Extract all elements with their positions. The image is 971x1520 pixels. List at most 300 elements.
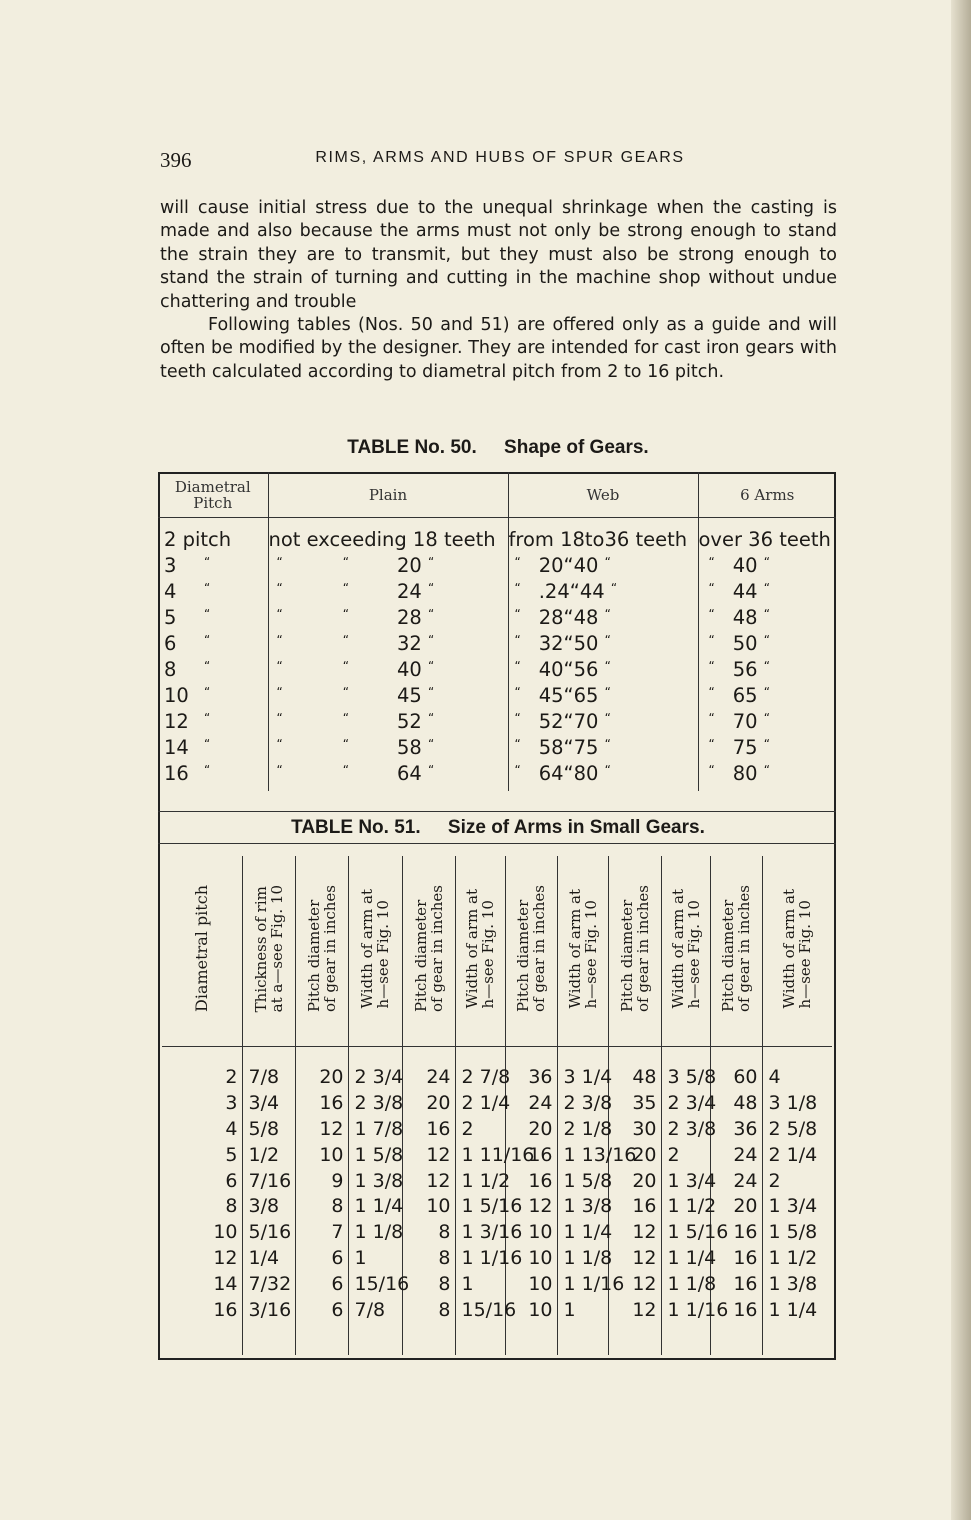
table-50-web-value: 28“48 bbox=[538, 606, 599, 630]
table-51-cell: 20 bbox=[295, 1047, 348, 1091]
ditto-mark: “ bbox=[604, 711, 611, 726]
table-51-filler-cell bbox=[762, 1323, 832, 1355]
table-50-caption bbox=[158, 437, 838, 459]
table-50-plain-value: 64 bbox=[396, 762, 422, 786]
table-50 bbox=[158, 472, 836, 791]
table-51-cell: 12 bbox=[505, 1194, 557, 1220]
table-51-cell: 2 7/8 bbox=[455, 1047, 505, 1091]
ditto-mark: “ bbox=[342, 633, 349, 648]
table-51-row bbox=[162, 1194, 832, 1220]
table-51-cell: 14 bbox=[213, 1272, 238, 1295]
page-edge-shadow bbox=[951, 0, 971, 1520]
table-50-cell-arms bbox=[698, 603, 836, 629]
table-51-cell: 2 bbox=[455, 1117, 505, 1143]
table-50-arms-value: 50 bbox=[732, 632, 758, 656]
table-51-header-label: Width of arm at h—see Fig. 10 bbox=[780, 888, 815, 1009]
table-50-arms-value: 48 bbox=[732, 606, 758, 630]
table-51-cell: 4 bbox=[225, 1117, 238, 1140]
table-51-cell: 36 bbox=[505, 1047, 557, 1091]
table-51-cell: 1/2 bbox=[242, 1142, 295, 1168]
table-51-cell: 1 1/4 bbox=[557, 1220, 608, 1246]
table-51-cell: 1 5/8 bbox=[762, 1220, 832, 1246]
table-51-cell: 1 1/2 bbox=[455, 1168, 505, 1194]
ditto-mark: “ bbox=[708, 737, 715, 752]
table-50-row bbox=[158, 518, 836, 552]
table-51-cell: 1 5/16 bbox=[661, 1220, 710, 1246]
table-51-header-label: Width of arm at h—see Fig. 10 bbox=[463, 888, 497, 1009]
table-51-cell: 1 1/16 bbox=[661, 1297, 710, 1323]
ditto-mark: “ bbox=[427, 555, 435, 570]
table-50-arms-value: 70 bbox=[732, 710, 758, 734]
table-51-cell: 36 bbox=[710, 1117, 762, 1143]
table-51-cell: 10 bbox=[505, 1246, 557, 1272]
table-51-header-label: Pitch diameter of gear in inches bbox=[514, 884, 548, 1013]
ditto-mark: “ bbox=[514, 581, 521, 596]
table-50-row bbox=[158, 733, 836, 759]
table-50-cell-arms bbox=[698, 759, 836, 791]
table-51-cell: 16 bbox=[402, 1117, 455, 1143]
table-50-pitch-value: 6 bbox=[164, 632, 177, 656]
table-51-cell: 1 5/8 bbox=[348, 1142, 402, 1168]
ditto-mark: “ bbox=[427, 581, 435, 596]
table-51-cell: 5 bbox=[225, 1143, 238, 1166]
table-51-cell: 1 bbox=[455, 1271, 505, 1297]
table-50-cell-web bbox=[508, 603, 698, 629]
table-50-plain-value: 20 bbox=[396, 554, 422, 578]
ditto-mark: “ bbox=[427, 659, 435, 674]
ditto-mark: “ bbox=[604, 763, 611, 778]
table-51-row bbox=[162, 1297, 832, 1323]
table-50-cell-pitch bbox=[158, 655, 268, 681]
ditto-mark: “ bbox=[427, 633, 435, 648]
table-50-plain-value: 28 bbox=[396, 606, 422, 630]
table-51-row bbox=[162, 1271, 832, 1297]
ditto-mark: “ bbox=[763, 555, 770, 570]
table-50-plain-value: 32 bbox=[396, 632, 422, 656]
table-51-cell: 1 3/4 bbox=[661, 1168, 710, 1194]
table-51-cell: 16 bbox=[213, 1298, 238, 1321]
ditto-mark: “ bbox=[708, 555, 715, 570]
table-50-cell-pitch bbox=[158, 707, 268, 733]
table-50-cell-plain bbox=[268, 603, 508, 629]
table-50-web-value: 58“75 bbox=[538, 736, 599, 760]
ditto-mark: “ bbox=[276, 711, 283, 726]
table-51-header-label: Pitch diameter of gear in inches bbox=[617, 884, 652, 1013]
table-50-web-value: 32“50 bbox=[538, 632, 599, 656]
table-50-cell-arms bbox=[698, 655, 836, 681]
table-50-title: Shape of Gears. bbox=[504, 437, 649, 458]
table-51-cell: 7/32 bbox=[242, 1271, 295, 1297]
table-51-header-rim-thickness bbox=[242, 856, 295, 1047]
ditto-mark: “ bbox=[276, 581, 283, 596]
table-51-cell: 16 bbox=[710, 1220, 762, 1246]
ditto-mark: “ bbox=[204, 685, 211, 700]
table-51-cell: 16 bbox=[710, 1246, 762, 1272]
table-51-header-label: Pitch diameter of gear in inches bbox=[304, 884, 339, 1013]
ditto-mark: “ bbox=[427, 737, 435, 752]
table-51-header-label: Width of arm at h—see Fig. 10 bbox=[668, 888, 703, 1009]
table-51-cell: 7/8 bbox=[242, 1047, 295, 1091]
table-51-cell: 3 bbox=[225, 1092, 238, 1115]
table-51-cell: 3 1/8 bbox=[762, 1091, 832, 1117]
table-51-cell: 8 bbox=[402, 1297, 455, 1323]
ditto-mark: “ bbox=[276, 633, 283, 648]
table-50-cell-arms bbox=[698, 551, 836, 577]
table-50-row bbox=[158, 707, 836, 733]
table-51-caption bbox=[158, 817, 838, 839]
table-51-cell: 10 bbox=[213, 1221, 238, 1244]
table-50-header-pitch: Diametral Pitch bbox=[158, 472, 268, 518]
table-51-cell: 12 bbox=[608, 1297, 661, 1323]
table-50-row bbox=[158, 629, 836, 655]
table-51-cell: 12 bbox=[402, 1142, 455, 1168]
table-51-cell: 12 bbox=[608, 1220, 661, 1246]
table-51-row bbox=[162, 1117, 832, 1143]
table-51-cell: 1 bbox=[557, 1297, 608, 1323]
table-divider bbox=[158, 811, 836, 812]
table-51-header-arm-width bbox=[348, 856, 402, 1047]
ditto-mark: “ bbox=[604, 685, 611, 700]
running-head: RIMS, ARMS AND HUBS OF SPUR GEARS bbox=[315, 149, 685, 166]
table-50-cell-plain bbox=[268, 681, 508, 707]
ditto-mark: “ bbox=[342, 685, 349, 700]
table-51-cell: 24 bbox=[710, 1142, 762, 1168]
table-50-cell-web bbox=[508, 733, 698, 759]
table-51-cell: 8 bbox=[225, 1195, 238, 1218]
table-50-row bbox=[158, 603, 836, 629]
ditto-mark: “ bbox=[342, 711, 349, 726]
table-50-cell-pitch bbox=[158, 603, 268, 629]
table-51-cell: 48 bbox=[710, 1091, 762, 1117]
table-51-filler-row bbox=[162, 1323, 832, 1355]
table-51-cell: 1 1/8 bbox=[557, 1246, 608, 1272]
table-50-plain-value: 58 bbox=[396, 736, 422, 760]
table-50-row bbox=[158, 577, 836, 603]
table-51-filler-cell bbox=[455, 1323, 505, 1355]
table-51-header-label: Thickness of rim at a—see Fig. 10 bbox=[251, 884, 286, 1013]
table-51-cell: 16 bbox=[295, 1091, 348, 1117]
table-51-cell: 20 bbox=[402, 1091, 455, 1117]
table-51-cell: 1 5/8 bbox=[557, 1168, 608, 1194]
table-50-pitch-value: 16 bbox=[164, 762, 189, 786]
paragraph-2: Following tables (Nos. 50 and 51) are offered only as a guide and will often be modified by the designer. They are intended for cast iron gears with teeth calculated according to diametral pitch from 2 to 16 pitch. bbox=[160, 315, 837, 382]
table-50-cell-pitch bbox=[158, 759, 268, 791]
table-51-cell: 1 3/8 bbox=[348, 1168, 402, 1194]
table-50-cell-web bbox=[508, 707, 698, 733]
table-51-row bbox=[162, 1047, 832, 1091]
table-50-cell-pitch bbox=[158, 681, 268, 707]
table-50-pitch-value: 4 bbox=[164, 580, 177, 604]
table-51-row bbox=[162, 1246, 832, 1272]
ditto-mark: “ bbox=[610, 581, 618, 596]
table-51-cell: 3 1/4 bbox=[557, 1047, 608, 1091]
ditto-mark: “ bbox=[427, 685, 435, 700]
table-50-cell-pitch bbox=[158, 551, 268, 577]
table-51-row bbox=[162, 1091, 832, 1117]
ditto-mark: “ bbox=[763, 685, 770, 700]
table-51-header-pitch-diameter bbox=[710, 856, 762, 1047]
table-50-pitch-value: 10 bbox=[164, 684, 189, 708]
table-51-cell: 2 3/8 bbox=[557, 1091, 608, 1117]
table-51-cell: 2 bbox=[661, 1142, 710, 1168]
table-51-cell: 1 5/16 bbox=[455, 1194, 505, 1220]
ditto-mark: “ bbox=[514, 607, 521, 622]
table-51-cell: 1 3/16 bbox=[455, 1220, 505, 1246]
table-51-filler-cell bbox=[162, 1323, 242, 1355]
table-51-cell: 30 bbox=[608, 1117, 661, 1143]
table-50-cell-web bbox=[508, 577, 698, 603]
ditto-mark: “ bbox=[604, 737, 611, 752]
table-51-cell: 2 3/8 bbox=[348, 1091, 402, 1117]
table-51-cell: 12 bbox=[213, 1246, 238, 1269]
table-51-cell: 12 bbox=[402, 1168, 455, 1194]
ditto-mark: “ bbox=[514, 685, 521, 700]
table-51-header-label: Diametral pitch bbox=[191, 885, 211, 1012]
ditto-mark: “ bbox=[276, 659, 283, 674]
body-text bbox=[160, 197, 837, 384]
table-51-cell: 5/16 bbox=[242, 1220, 295, 1246]
table-51-cell: 9 bbox=[295, 1168, 348, 1194]
table-51-cell: 24 bbox=[402, 1047, 455, 1091]
ditto-mark: “ bbox=[342, 581, 349, 596]
ditto-mark: “ bbox=[204, 763, 211, 778]
table-51-cell: 1 11/16 bbox=[455, 1142, 505, 1168]
table-50-cell-plain bbox=[268, 733, 508, 759]
ditto-mark: “ bbox=[204, 737, 211, 752]
table-50-cell-arms: over 36 teeth bbox=[698, 518, 836, 552]
table-50-cell-web: from 18to36 teeth bbox=[508, 518, 698, 552]
table-50-arms-value: 56 bbox=[732, 658, 758, 682]
table-51-cell: 24 bbox=[505, 1091, 557, 1117]
table-51-cell: 12 bbox=[608, 1246, 661, 1272]
table-51-cell: 2 bbox=[762, 1168, 832, 1194]
table-50-cell-pitch: 2 pitch bbox=[164, 528, 232, 552]
table-50-web-value: 45“65 bbox=[538, 684, 599, 708]
table-51-cell: 2 1/4 bbox=[455, 1091, 505, 1117]
table-50-cell-pitch bbox=[158, 733, 268, 759]
table-51-cell: 1 1/16 bbox=[455, 1246, 505, 1272]
table-51-cell: 8 bbox=[402, 1220, 455, 1246]
ditto-mark: “ bbox=[204, 555, 211, 570]
table-50-web-value: .24“44 bbox=[538, 580, 605, 604]
table-51-cell: 8 bbox=[402, 1271, 455, 1297]
table-51-row bbox=[162, 1142, 832, 1168]
table-50-arms-value: 75 bbox=[732, 736, 758, 760]
table-51-cell: 1 1/8 bbox=[661, 1271, 710, 1297]
table-50-cell-plain bbox=[268, 551, 508, 577]
ditto-mark: “ bbox=[708, 685, 715, 700]
table-51-cell: 2 1/8 bbox=[557, 1117, 608, 1143]
ditto-mark: “ bbox=[763, 581, 770, 596]
ditto-mark: “ bbox=[604, 555, 611, 570]
table-51-cell: 2 1/4 bbox=[762, 1142, 832, 1168]
table-51-cell: 1 1/4 bbox=[348, 1194, 402, 1220]
ditto-mark: “ bbox=[276, 763, 283, 778]
ditto-mark: “ bbox=[604, 633, 611, 648]
ditto-mark: “ bbox=[604, 659, 611, 674]
table-51-cell: 16 bbox=[505, 1168, 557, 1194]
table-50-web-value: 40“56 bbox=[538, 658, 599, 682]
ditto-mark: “ bbox=[514, 737, 521, 752]
ditto-mark: “ bbox=[763, 607, 770, 622]
table-51-cell: 1 1/4 bbox=[661, 1246, 710, 1272]
table-51-cell: 1 1/4 bbox=[762, 1297, 832, 1323]
table-51-body bbox=[162, 1047, 832, 1355]
table-50-cell-arms bbox=[698, 707, 836, 733]
table-51-cell: 20 bbox=[608, 1168, 661, 1194]
ditto-mark: “ bbox=[514, 659, 521, 674]
table-51-cell: 10 bbox=[505, 1297, 557, 1323]
table-51-filler-cell bbox=[348, 1323, 402, 1355]
table-51-cell: 1/4 bbox=[242, 1246, 295, 1272]
table-51-cell: 20 bbox=[608, 1142, 661, 1168]
table-51-cell: 10 bbox=[295, 1142, 348, 1168]
table-50-cell-web bbox=[508, 759, 698, 791]
ditto-mark: “ bbox=[342, 659, 349, 674]
table-51-cell: 1 3/4 bbox=[762, 1194, 832, 1220]
ditto-mark: “ bbox=[708, 581, 715, 596]
ditto-mark: “ bbox=[604, 607, 611, 622]
ditto-mark: “ bbox=[708, 607, 715, 622]
table-51-filler-cell bbox=[505, 1323, 557, 1355]
ditto-mark: “ bbox=[763, 659, 770, 674]
table-51-cell: 3 5/8 bbox=[661, 1047, 710, 1091]
table-51-cell: 15/16 bbox=[348, 1271, 402, 1297]
table-51-cell: 24 bbox=[710, 1168, 762, 1194]
table-51-row bbox=[162, 1220, 832, 1246]
table-divider bbox=[158, 843, 836, 844]
table-51-filler-cell bbox=[295, 1323, 348, 1355]
table-51-cell: 15/16 bbox=[455, 1297, 505, 1323]
table-51-header-arm-width bbox=[455, 856, 505, 1047]
table-51-cell: 2 bbox=[225, 1066, 238, 1089]
table-50-cell-plain bbox=[268, 707, 508, 733]
table-51-filler-cell bbox=[402, 1323, 455, 1355]
table-51-cell: 20 bbox=[710, 1194, 762, 1220]
table-50-web-value: 20“40 bbox=[538, 554, 599, 578]
ditto-mark: “ bbox=[514, 763, 521, 778]
table-50-row bbox=[158, 759, 836, 791]
table-51-cell: 1 bbox=[348, 1246, 402, 1272]
table-50-cell-pitch bbox=[158, 577, 268, 603]
table-50-row bbox=[158, 551, 836, 577]
table-51-filler-cell bbox=[557, 1323, 608, 1355]
table-51-cell: 16 bbox=[608, 1194, 661, 1220]
table-51-cell: 3/16 bbox=[242, 1297, 295, 1323]
table-50-cell-arms bbox=[698, 629, 836, 655]
table-50-arms-value: 65 bbox=[732, 684, 758, 708]
table-51-header-row bbox=[162, 856, 832, 1047]
ditto-mark: “ bbox=[763, 633, 770, 648]
ditto-mark: “ bbox=[427, 763, 435, 778]
table-50-number: TABLE No. 50. bbox=[347, 437, 477, 458]
ditto-mark: “ bbox=[204, 607, 211, 622]
table-50-pitch-value: 12 bbox=[164, 710, 189, 734]
table-51-number: TABLE No. 51. bbox=[291, 817, 421, 838]
table-51-cell: 12 bbox=[608, 1271, 661, 1297]
table-51-cell: 1 3/8 bbox=[557, 1194, 608, 1220]
table-51-header-pitch-diameter bbox=[295, 856, 348, 1047]
table-50-header-web: Web bbox=[508, 472, 698, 518]
ditto-mark: “ bbox=[514, 555, 521, 570]
table-50-cell-plain bbox=[268, 577, 508, 603]
table-50-cell-arms bbox=[698, 681, 836, 707]
table-51-filler-cell bbox=[608, 1323, 661, 1355]
table-50-cell-web bbox=[508, 629, 698, 655]
ditto-mark: “ bbox=[763, 711, 770, 726]
table-51-row bbox=[162, 1168, 832, 1194]
table-50-plain-value: 40 bbox=[396, 658, 422, 682]
table-50-pitch-value: 5 bbox=[164, 606, 177, 630]
ditto-mark: “ bbox=[204, 581, 211, 596]
table-50-pitch-value: 8 bbox=[164, 658, 177, 682]
table-51-filler-cell bbox=[661, 1323, 710, 1355]
ditto-mark: “ bbox=[276, 555, 283, 570]
table-51-cell: 1 1/8 bbox=[348, 1220, 402, 1246]
table-51-cell: 8 bbox=[402, 1246, 455, 1272]
table-50-cell-pitch bbox=[158, 629, 268, 655]
page-header bbox=[160, 148, 840, 174]
table-50-body bbox=[158, 518, 836, 792]
table-50-web-value: 64“80 bbox=[538, 762, 599, 786]
ditto-mark: “ bbox=[276, 685, 283, 700]
table-51-cell: 6 bbox=[295, 1246, 348, 1272]
table-51-cell: 7/8 bbox=[348, 1297, 402, 1323]
table-51-cell: 1 1/2 bbox=[762, 1246, 832, 1272]
ditto-mark: “ bbox=[427, 711, 435, 726]
table-51-cell: 7/16 bbox=[242, 1168, 295, 1194]
ditto-mark: “ bbox=[204, 633, 211, 648]
ditto-mark: “ bbox=[276, 607, 283, 622]
table-51-header-label: Pitch diameter of gear in inches bbox=[411, 884, 446, 1013]
table-51-header-pitch-diameter bbox=[402, 856, 455, 1047]
table-51-cell: 12 bbox=[295, 1117, 348, 1143]
table-50-plain-value: 52 bbox=[396, 710, 422, 734]
table-51-cell: 6 bbox=[295, 1271, 348, 1297]
table-51-header-label: Pitch diameter of gear in inches bbox=[719, 884, 753, 1013]
table-51-filler-cell bbox=[710, 1323, 762, 1355]
table-51-header-diametral-pitch bbox=[162, 856, 242, 1047]
ditto-mark: “ bbox=[708, 711, 715, 726]
ditto-mark: “ bbox=[342, 763, 349, 778]
page-number: 396 bbox=[160, 148, 192, 172]
table-50-cell-web bbox=[508, 551, 698, 577]
table-51-cell: 60 bbox=[710, 1047, 762, 1091]
table-51-cell: 3/4 bbox=[242, 1091, 295, 1117]
table-51-cell: 7 bbox=[295, 1220, 348, 1246]
table-51-cell: 2 3/8 bbox=[661, 1117, 710, 1143]
table-51-cell: 16 bbox=[710, 1297, 762, 1323]
table-50-web-value: 52“70 bbox=[538, 710, 599, 734]
table-51-header-pitch-diameter bbox=[505, 856, 557, 1047]
table-51-cell: 8 bbox=[295, 1194, 348, 1220]
table-51-cell: 1 13/16 bbox=[557, 1142, 608, 1168]
table-50-cell-plain bbox=[268, 759, 508, 791]
paragraph-1: will cause initial stress due to the unequal shrinkage when the casting is made and also because the arms must not only be strong enough to stand the strain they are to transmit, but they must also be strong enough to stand the strain of turning and cutting in the machine shop without undue chattering and trouble bbox=[160, 198, 837, 312]
table-51-header-label: Width of arm at h—see Fig. 10 bbox=[358, 888, 392, 1009]
table-51-cell: 1 7/8 bbox=[348, 1117, 402, 1143]
ditto-mark: “ bbox=[204, 711, 211, 726]
ditto-mark: “ bbox=[708, 763, 715, 778]
ditto-mark: “ bbox=[514, 711, 521, 726]
table-51-cell: 10 bbox=[505, 1220, 557, 1246]
table-50-header-plain: Plain bbox=[268, 472, 508, 518]
ditto-mark: “ bbox=[342, 607, 349, 622]
table-51-cell: 20 bbox=[505, 1117, 557, 1143]
table-50-cell-plain: not exceeding 18 teeth bbox=[268, 518, 508, 552]
table-50-cell-plain bbox=[268, 655, 508, 681]
ditto-mark: “ bbox=[342, 737, 349, 752]
